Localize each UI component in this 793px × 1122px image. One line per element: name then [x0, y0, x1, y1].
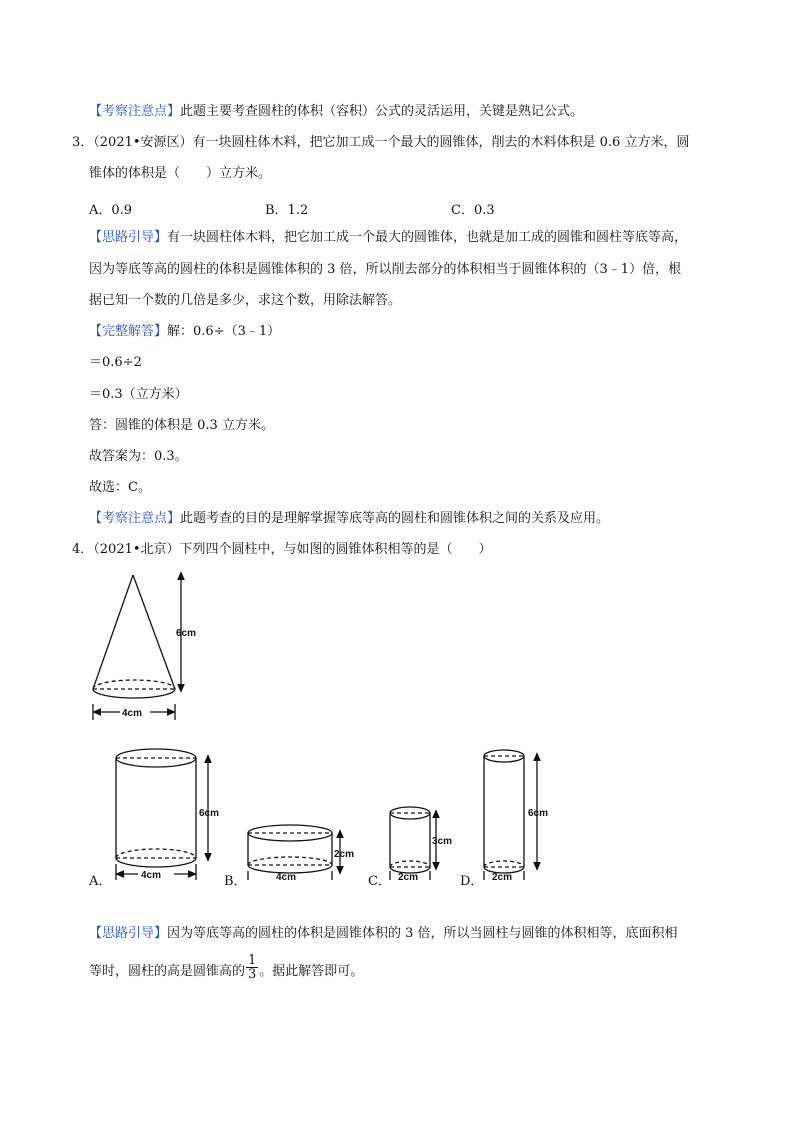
figure-option-b: B．: [224, 874, 247, 889]
note-tag: 【考察注意点】: [89, 511, 181, 526]
cylinder-c-shape: [390, 807, 436, 880]
note-line: [89, 103, 583, 121]
figure-option-d: D．: [460, 874, 484, 889]
guide-text: 因为等底等高的圆柱的体积是圆锥体积的 3 倍，所以当圆柱与圆锥的体积相等，底面积相: [167, 926, 678, 941]
cylinder-b-base-label: 4cm: [276, 872, 297, 880]
answer-line-5: 故答案为：0.3。: [89, 449, 188, 464]
note-tag: 【考察注意点】: [89, 104, 181, 119]
figure-option-a: A．: [89, 874, 112, 889]
guide-4-line-2: [89, 953, 364, 985]
figure-cone-cylinders: [0, 560, 793, 880]
answer-line-2: ＝0.6÷2: [89, 355, 142, 370]
note-line: [89, 510, 609, 528]
option-b: B．1.2: [265, 203, 309, 218]
guide-text: 等时，圆柱的高是圆锥高的: [89, 964, 246, 979]
answer-tag: 【完整解答】: [89, 324, 168, 339]
cylinder-c-height-label: 3cm: [432, 836, 453, 847]
cylinder-a-base-label: 4cm: [141, 870, 162, 880]
option-a: A．0.9: [89, 203, 133, 218]
fraction-numerator: 1: [248, 953, 257, 968]
question-3-line-2: 锥体的体积是（ ）立方米。: [89, 166, 272, 181]
question-4-line-1: 4．（2021•北京）下列四个圆柱中，与如图的圆锥体积相等的是（ ）: [72, 542, 492, 557]
answer-line-6: 故选：C。: [89, 480, 151, 495]
answer-line-1: [89, 323, 280, 341]
guide-3-line-3: 据已知一个数的几倍是多少，求这个数，用除法解答。: [89, 293, 402, 308]
fraction-denominator: 3: [248, 967, 257, 982]
cylinder-a-height-label: 6cm: [199, 808, 220, 819]
cone-base-label: 4cm: [122, 708, 143, 719]
option-c: C．0.3: [451, 203, 495, 218]
guide-3-line-1: [89, 229, 687, 247]
guide-tag: 【思路引导】: [89, 926, 168, 941]
guide-text: 有一块圆柱体木料，把它加工成一个最大的圆锥体，也就是加工成的圆锥和圆柱等底等高，: [167, 230, 688, 245]
guide-3-line-2: 因为等底等高的圆柱的体积是圆锥体积的 3 倍，所以削去部分的体积相当于圆锥体积的（3﹣1）倍，根: [89, 262, 682, 277]
cylinder-d-base-label: 2cm: [492, 872, 513, 880]
guide-text: 。据此解答即可。: [259, 964, 364, 979]
fraction-one-third: [246, 954, 258, 981]
guide-tag: 【思路引导】: [89, 230, 168, 245]
answer-text: 解：0.6÷（3﹣1）: [167, 324, 281, 339]
cylinder-a-shape: [116, 749, 208, 880]
figure-option-c: C．: [368, 874, 391, 889]
note-text: 此题考查的目的是理解掌握等底等高的圆柱和圆锥体积之间的关系及应用。: [180, 511, 610, 526]
cylinder-d-height-label: 6cm: [528, 808, 549, 819]
guide-4-line-1: [89, 925, 678, 943]
question-3-line-1: 3．（2021•安源区）有一块圆柱体木料，把它加工成一个最大的圆锥体，削去的木料体积是 0.6 立方米，圆: [72, 135, 690, 150]
cone-shape: [93, 575, 181, 720]
cylinder-c-base-label: 2cm: [398, 872, 419, 880]
answer-line-4: 答：圆锥的体积是 0.3 立方米。: [89, 418, 274, 433]
note-text: 此题主要考查圆柱的体积（容积）公式的灵活运用，关键是熟记公式。: [180, 104, 584, 119]
cylinder-b-height-label: 2cm: [334, 849, 355, 860]
answer-line-3: ＝0.3（立方米）: [89, 387, 188, 402]
cone-height-label: 6cm: [176, 628, 197, 639]
